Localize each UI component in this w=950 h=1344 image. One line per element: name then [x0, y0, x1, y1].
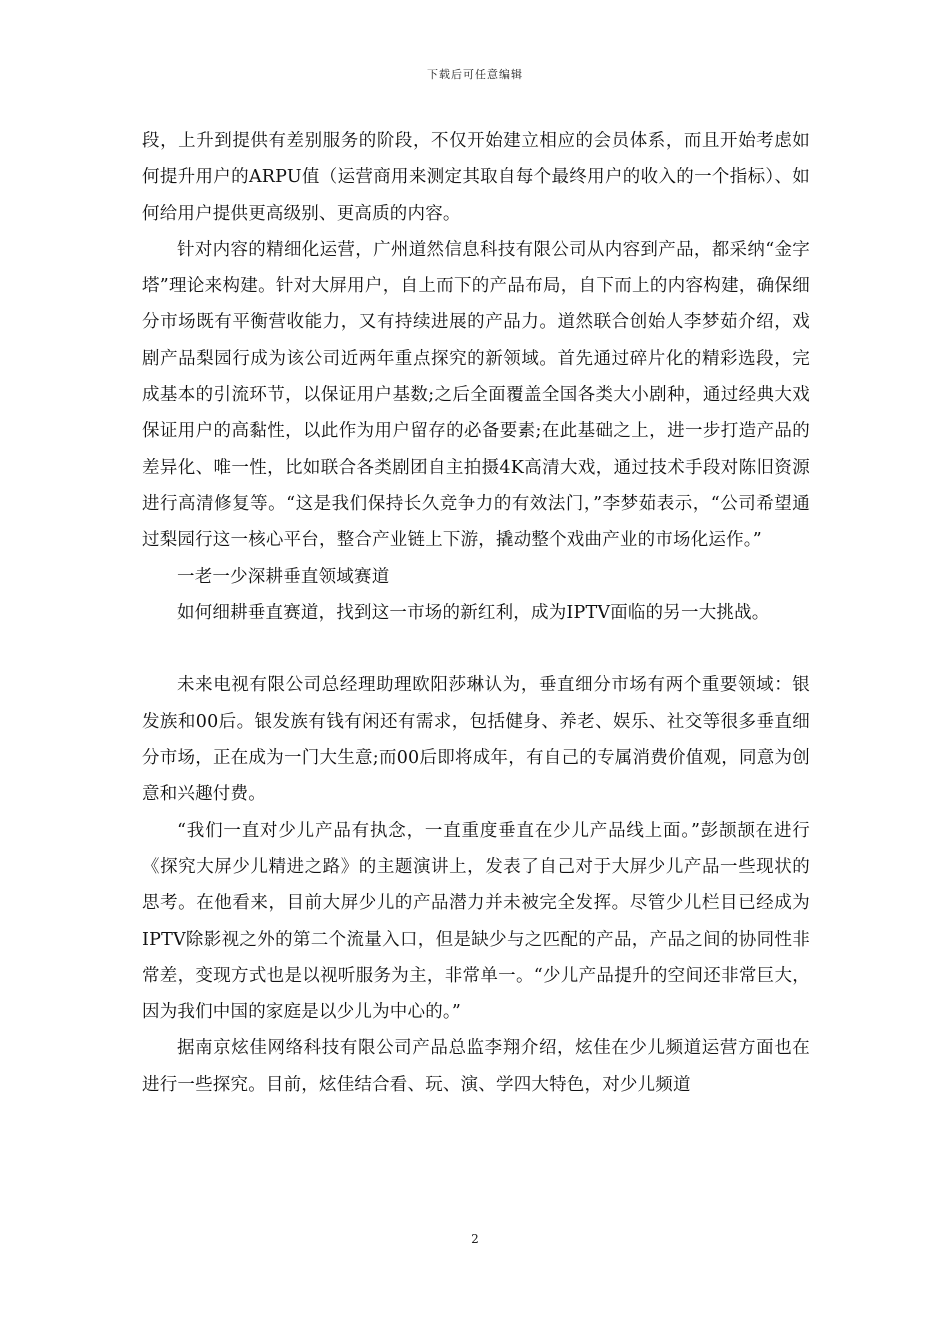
- paragraph-spacer: [142, 631, 810, 667]
- paragraph-content-operation: 针对内容的精细化运营，广州道然信息科技有限公司从内容到产品，都采纳“金字塔”理论来构建。针对大屏用户，自上而下的产品布局，自下而上的内容构建，确保细分市场既有平衡营收能力，又有持续进展的产品力。道然联合创始人李梦茹介绍，戏剧产品梨园行成为该公司近两年重点探究的新领域。首先通过碎片化的精彩选段，完成基本的引流环节，以保证用户基数;之后全面覆盖全国各类大小剧种，通过经典大戏保证用户的高黏性，以此作为用户留存的必备要素;在此基础之上，进一步打造产品的差异化、唯一性，比如联合各类剧团自主拍摄4K高清大戏，通过技术手段对陈旧资源进行高清修复等。“这是我们保持长久竞争力的有效法门，”李梦茹表示，“公司希望通过梨园行这一核心平台，整合产业链上下游，撬动整个戏曲产业的市场化运作。”: [142, 239, 810, 551]
- paragraph-children-products: “我们一直对少儿产品有执念，一直重度垂直在少儿产品线上面。”彭颉颉在进行《探究大屏少儿精进之路》的主题演讲上，发表了自己对于大屏少儿产品一些现状的思考。在他看来，目前大屏少儿的产品潜力并未被完全发挥。尽管少儿栏目已经成为IPTV除影视之外的第二个流量入口，但是缺少与之匹配的产品，产品之间的协同性非常差，变现方式也是以视听服务为主，非常单一。“少儿产品提升的空间还非常巨大，因为我们中国的家庭是以少儿为中心的。”: [142, 820, 810, 1023]
- paragraph-xuanjia: 据南京炫佳网络科技有限公司产品总监李翔介绍，炫佳在少儿频道运营方面也在进行一些探究。目前，炫佳结合看、玩、演、学四大特色，对少儿频道: [142, 1038, 810, 1095]
- paragraph-continuation: 段，上升到提供有差别服务的阶段，不仅开始建立相应的会员体系，而且开始考虑如何提升用户的ARPU值（运营商用来测定其取自每个最终用户的收入的一个指标）、如何给用户提供更高级别、更高质的内容。: [142, 131, 810, 224]
- paragraph-silver-and-00s: 未来电视有限公司总经理助理欧阳莎琳认为，垂直细分市场有两个重要领域：银发族和00后。银发族有钱有闲还有需求，包括健身、养老、娱乐、社交等很多垂直细分市场，正在成为一门大生意;而00后即将成年，有自己的专属消费价值观，同意为创意和兴趣付费。: [142, 675, 810, 805]
- page-number: 2: [471, 1232, 479, 1246]
- page-header: 下载后可任意编辑: [427, 68, 523, 81]
- paragraph-vertical-track: 如何细耕垂直赛道，找到这一市场的新红利，成为IPTV面临的另一大挑战。: [177, 602, 770, 623]
- section-heading: 一老一少深耕垂直领域赛道: [177, 566, 390, 587]
- document-body: [142, 123, 810, 1103]
